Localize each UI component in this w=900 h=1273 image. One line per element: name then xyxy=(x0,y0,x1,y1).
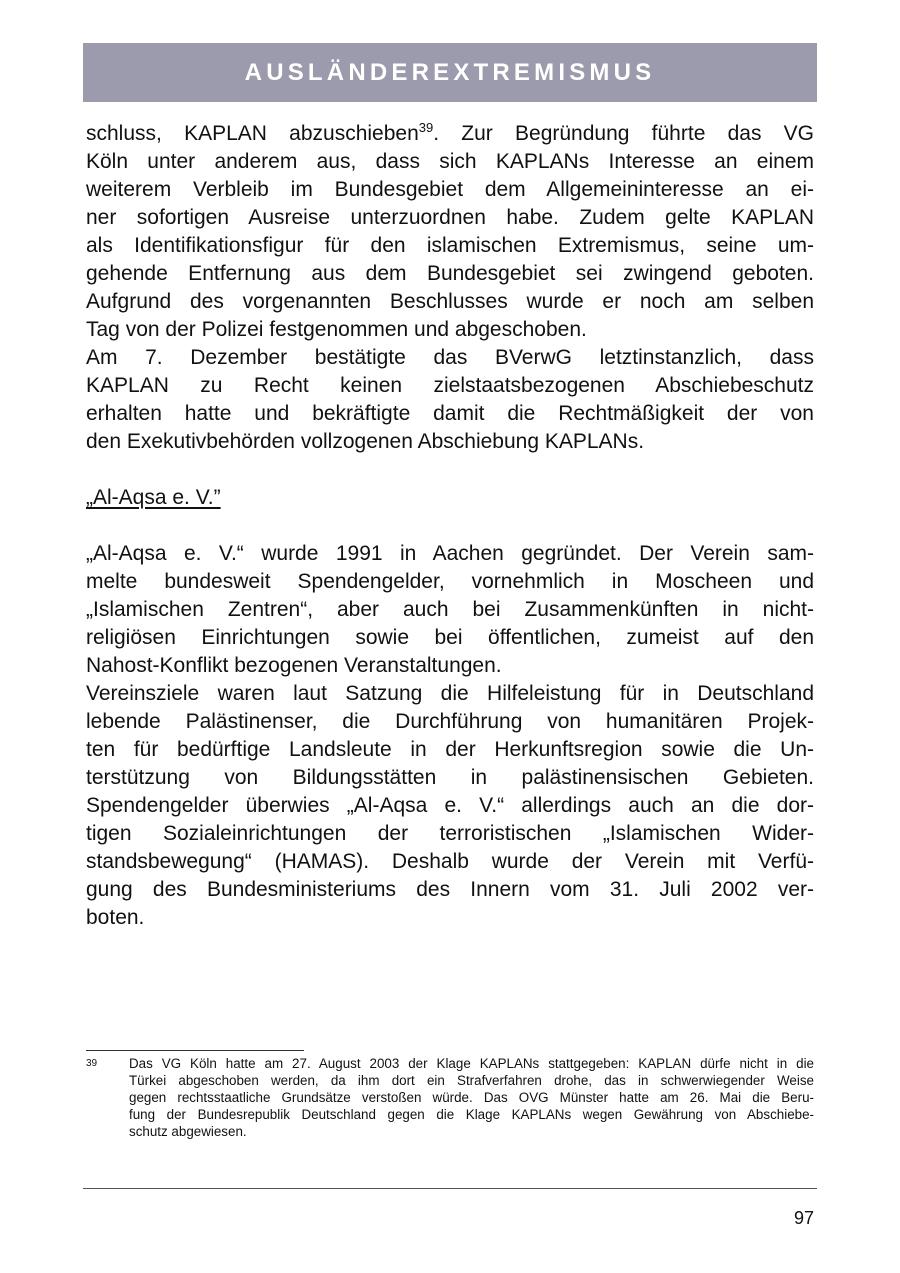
text-line: standsbewegung“ (HAMAS). Deshalb wurde der Verein mit Verfü- xyxy=(86,850,814,873)
footnote-separator xyxy=(86,1050,304,1051)
footnote-reference: 39 xyxy=(418,120,434,135)
text-line: KAPLAN zu Recht keinen zielstaatsbezogenen Abschiebeschutz xyxy=(86,374,814,397)
footnote-line: Türkei abgeschoben werden, da ihm dort ein Strafverfahren drohe, das in schwerwiegender Weise xyxy=(129,1073,814,1088)
main-body-text xyxy=(86,120,814,932)
footnote-line: gegen rechtsstaatliche Grundsätze verstoßen würde. Das OVG Münster hatte am 26. Mai die Beru- xyxy=(129,1090,814,1105)
footnote-number: 39 xyxy=(86,1058,98,1069)
text-line: schluss, KAPLAN abzuschieben$^{39}$. Zur Begründung führte das VG xyxy=(86,120,815,145)
text-line: Vereinsziele waren laut Satzung die Hilfeleistung für in Deutschland xyxy=(86,682,814,705)
footnote xyxy=(86,1055,814,1140)
header-title: AUSLÄNDEREXTREMISMUS xyxy=(244,58,656,86)
footnote-line: fung der Bundesrepublik Deutschland gegen die Klage KAPLANs wegen Gewährung von Abschiebe- xyxy=(129,1107,814,1122)
section-heading: „Al-Aqsa e. V.” xyxy=(86,486,221,509)
text-line: Tag von der Polizei festgenommen und abgeschoben. xyxy=(86,318,587,341)
text-line: terstützung von Bildungsstätten in palästinensischen Gebieten. xyxy=(86,766,814,789)
page-number: 97 xyxy=(793,1208,814,1228)
text-line: ten für bedürftige Landsleute in der Herkunftsregion sowie die Un- xyxy=(86,738,814,761)
footnote-text xyxy=(129,1055,814,1140)
text-line: den Exekutivbehörden vollzogenen Abschiebung KAPLANs. xyxy=(86,430,645,453)
spacer xyxy=(86,456,814,484)
text-line: Am 7. Dezember bestätigte das BVerwG letztinstanzlich, dass xyxy=(86,346,814,369)
text-line: weiterem Verbleib im Bundesgebiet dem Allgemeininteresse an ei- xyxy=(86,178,814,201)
text-line: tigen Sozialeinrichtungen der terroristischen „Islamischen Wider- xyxy=(86,822,814,845)
text-line: „Al-Aqsa e. V.“ wurde 1991 in Aachen gegründet. Der Verein sam- xyxy=(86,542,814,565)
text-line: Köln unter anderem aus, dass sich KAPLANs Interesse an einem xyxy=(86,150,814,173)
text-line: Aufgrund des vorgenannten Beschlusses wurde er noch am selben xyxy=(86,290,814,313)
text-line: „Islamischen Zentren“, aber auch bei Zusammenkünften in nicht- xyxy=(86,598,814,621)
text-line: gehende Entfernung aus dem Bundesgebiet sei zwingend geboten. xyxy=(86,262,814,285)
text-line: ner sofortigen Ausreise unterzuordnen habe. Zudem gelte KAPLAN xyxy=(86,206,814,229)
text-line: Nahost-Konflikt bezogenen Veranstaltungen. xyxy=(86,654,502,677)
text-line: erhalten hatte und bekräftigte damit die Rechtmäßigkeit der von xyxy=(86,402,814,425)
paragraph-4 xyxy=(86,680,814,932)
text-line: boten. xyxy=(86,906,145,929)
text-line: melte bundesweit Spendengelder, vornehmlich in Moscheen und xyxy=(86,570,814,593)
footer-divider xyxy=(83,1188,817,1189)
text-line: lebende Palästinenser, die Durchführung von humanitären Projek- xyxy=(86,710,814,733)
text-line: als Identifikationsfigur für den islamischen Extremismus, seine um- xyxy=(86,234,814,257)
text-line: gung des Bundesministeriums des Innern vom 31. Juli 2002 ver- xyxy=(86,878,814,901)
text-line: religiösen Einrichtungen sowie bei öffentlichen, zumeist auf den xyxy=(86,626,814,649)
footnote-line: schutz abgewiesen. xyxy=(129,1124,247,1139)
footnote-line: Das VG Köln hatte am 27. August 2003 der Klage KAPLANs stattgegeben: KAPLAN dürfe nicht in die xyxy=(129,1056,814,1071)
paragraph-2 xyxy=(86,344,814,456)
paragraph-1 xyxy=(86,120,814,344)
page-header-bar xyxy=(83,43,817,102)
paragraph-3 xyxy=(86,540,814,680)
spacer xyxy=(86,512,814,540)
text-line: Spendengelder überwies „Al-Aqsa e. V.“ allerdings auch an die dor- xyxy=(86,794,814,817)
